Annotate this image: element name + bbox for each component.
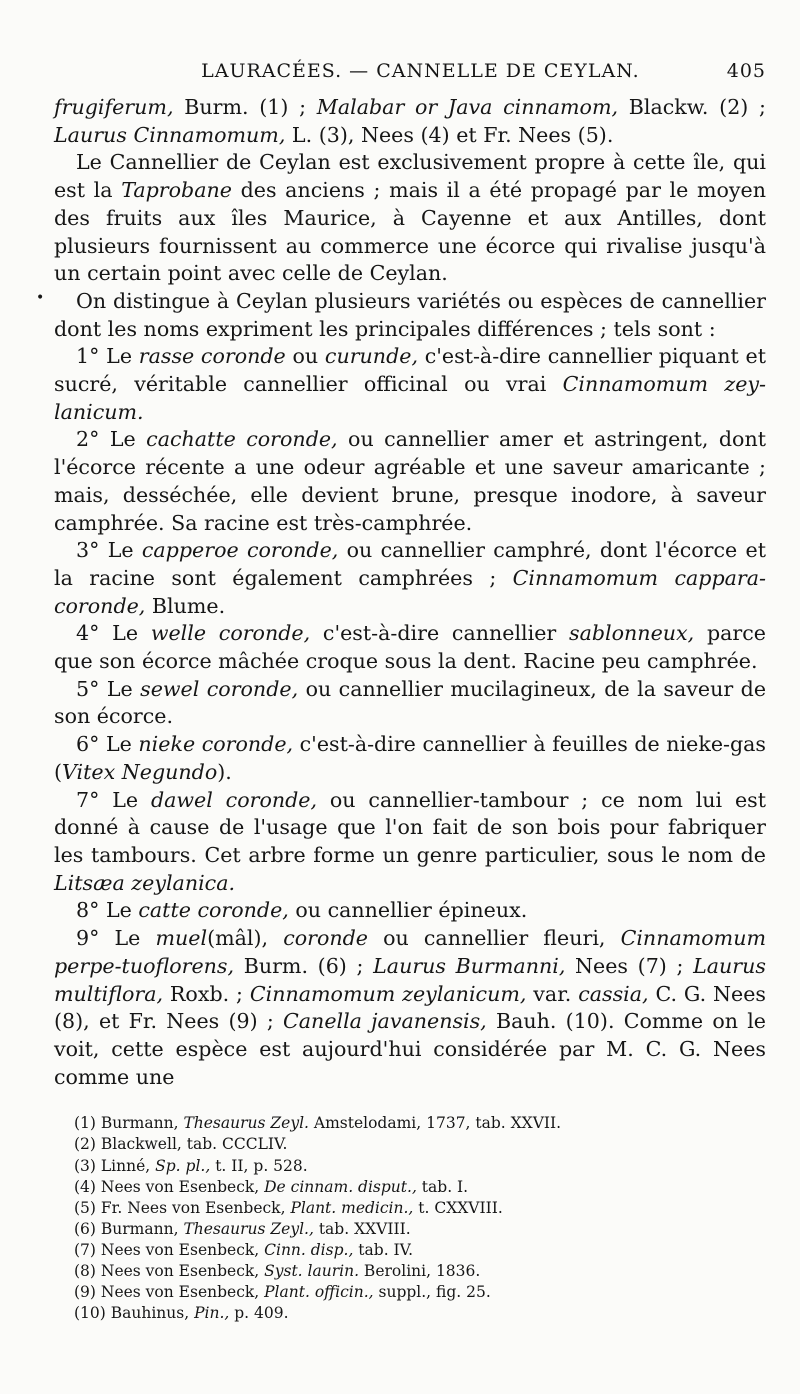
text-run: 3° Le <box>76 538 142 563</box>
footnote <box>74 1198 766 1219</box>
text-run: c'est-à-dire cannellier piquant et sucré, véritable cannellier officinal ou vrai <box>54 344 766 397</box>
italic-run: nieke coronde, <box>138 732 294 757</box>
page-number: 405 <box>726 60 766 82</box>
italic-run: Laurus multiflora, <box>54 953 766 1006</box>
text-run: 6° Le <box>76 732 139 757</box>
paragraph <box>54 149 766 288</box>
italic-run: Plant. officin., <box>264 1283 374 1302</box>
text-run: (4) Nees von Esenbeck, <box>74 1177 265 1196</box>
footnote <box>74 1261 766 1282</box>
text-run: C. G. Nees (8), et Fr. Nees (9) ; <box>54 981 766 1034</box>
italic-run: Cinnamomum zey-lanicum. <box>54 372 766 424</box>
text-run: ). <box>217 759 232 784</box>
list-item <box>54 897 766 925</box>
italic-run: sewel coronde, <box>140 676 299 701</box>
page <box>54 60 766 1324</box>
footnote <box>74 1219 766 1240</box>
text-run: des anciens ; mais il a été propagé par le moyen des fruits aux îles Maurice, à Cayenne et aux Antilles, dont plusieurs fournissent au commerce une écorce qui rivalise jusqu'à un certain point avec celle de Ceylan. <box>54 178 766 286</box>
italic-run: Laurus Burmanni, <box>373 953 566 978</box>
italic-run: welle coronde, <box>150 621 311 646</box>
text-run: Amstelodami, 1737, tab. XXVII. <box>308 1114 562 1133</box>
italic-run: Vitex Negundo <box>62 759 218 784</box>
italic-run: Canella javanensis, <box>283 1009 487 1034</box>
italic-run: Thesaurus Zeyl., <box>183 1219 314 1238</box>
italic-run: Taprobane <box>121 178 232 203</box>
italic-run: Thesaurus Zeyl. <box>183 1114 309 1133</box>
text-run: Berolini, 1836. <box>359 1261 481 1280</box>
text-run: Burm. (1) ; <box>173 95 317 119</box>
list-item <box>54 787 766 898</box>
italic-run: Pin., <box>194 1304 230 1323</box>
list-item <box>54 731 766 786</box>
text-run: ou cannellier camphré, dont l'écorce et la racine sont également camphrées ; <box>54 538 766 590</box>
italic-run: Cinn. disp., <box>264 1240 354 1259</box>
text-run: Bauh. (10). Comme on le voit, cette espèce est aujourd'hui considérée par M. C. G. Nees comme une <box>54 1009 766 1089</box>
text-run: suppl., fig. 25. <box>373 1283 491 1302</box>
text-run: (7) Nees von Esenbeck, <box>74 1240 265 1259</box>
text-run: (3) Linné, <box>74 1156 156 1175</box>
text-run: p. 409. <box>229 1304 289 1323</box>
running-header <box>54 60 766 94</box>
italic-run: Sp. pl., <box>155 1156 211 1175</box>
italic-run: Syst. laurin. <box>264 1261 359 1280</box>
text-run: Burm. (6) ; <box>234 953 374 978</box>
paragraph <box>54 94 766 149</box>
text-run: (10) Bauhinus, <box>74 1304 195 1323</box>
text-run: (2) Blackwell, tab. CCCLIV. <box>74 1135 288 1154</box>
text-run: L. (3), Nees (4) et Fr. Nees (5). <box>285 122 614 147</box>
list-item <box>54 676 766 731</box>
text-run: 9° Le <box>76 926 156 951</box>
text-run: 2° Le <box>76 427 147 452</box>
text-run: (9) Nees von Esenbeck, <box>74 1283 265 1302</box>
italic-run: cassia, <box>578 981 649 1006</box>
text-run: ou cannellier-tambour ; ce nom lui est donné à cause de l'usage que l'on fait de son bois pour fabriquer les tambours. Cet arbre forme un genre particulier, sous le nom de <box>54 787 767 867</box>
text-run: tab. XXVIII. <box>313 1219 411 1238</box>
text-run: Roxb. ; <box>163 981 250 1006</box>
italic-run: Plant. medicin., <box>290 1198 414 1217</box>
italic-run: Cinnamomum zeylanicum, <box>249 981 527 1006</box>
text-run: Blackw. (2) ; <box>618 95 766 119</box>
italic-run: catte coronde, <box>138 898 289 923</box>
text-run: t. CXXVIII. <box>413 1198 503 1217</box>
text-run: var. <box>526 981 579 1006</box>
text-run: 5° Le <box>76 676 141 701</box>
footnote <box>74 1134 766 1155</box>
footnote <box>74 1282 766 1303</box>
list-item <box>54 426 766 537</box>
body-text <box>54 94 766 1091</box>
italic-run: muel <box>155 926 208 951</box>
text-run: tab. I. <box>416 1177 469 1196</box>
text-run: ou cannellier amer et astringent, dont l'écorce récente a une odeur agréable et une saveur amaricante ; mais, desséchée, elle devient brune, presque inodore, à saveur camphrée. Sa racine est très-camphrée. <box>54 427 766 535</box>
text-run: 4° Le <box>76 621 151 646</box>
italic-run: cachatte coronde, <box>146 427 338 452</box>
text-run: Nees (7) ; <box>565 953 694 978</box>
list-item <box>54 537 766 620</box>
italic-run: De cinnam. disput., <box>264 1177 417 1196</box>
text-run: Le Cannellier de Ceylan est exclusivement propre à cette île, qui est la <box>54 150 766 203</box>
text-run: c'est-à-dire cannellier <box>310 621 570 646</box>
text-run: 7° Le <box>76 787 151 812</box>
margin-mark: • <box>36 290 45 306</box>
text-run: (6) Burmann, <box>74 1219 184 1238</box>
text-run: ou cannellier épineux. <box>288 898 528 923</box>
text-run: (1) Burmann, <box>74 1114 184 1133</box>
text-run: 1° Le <box>76 344 139 369</box>
italic-run: sablonneux, <box>569 621 695 646</box>
text-run: (8) Nees von Esenbeck, <box>74 1261 265 1280</box>
italic-run: capperoe coronde, <box>141 538 339 563</box>
italic-run: dawel coronde, <box>150 787 318 812</box>
footnotes <box>54 1113 766 1324</box>
text-run: On distingue à Ceylan plusieurs variétés ou espèces de cannellier dont les noms expriment les principales différences ; tels sont : <box>54 288 766 341</box>
text-run: 8° Le <box>76 898 139 923</box>
list-item <box>54 343 766 426</box>
italic-run: frugiferum, <box>54 95 174 119</box>
italic-run: curunde, <box>324 344 418 369</box>
footnote <box>74 1303 766 1324</box>
text-run: (5) Fr. Nees von Esenbeck, <box>74 1198 291 1217</box>
italic-run: Litsæa zeylanica. <box>54 870 236 895</box>
italic-run: Cinnamomum perpe-tuoflorens, <box>54 926 766 978</box>
footnote <box>74 1156 766 1177</box>
italic-run: Cinnamomum cappara-coronde, <box>54 565 766 618</box>
italic-run: coronde <box>283 926 368 951</box>
list-item <box>54 925 766 1091</box>
footnote <box>74 1240 766 1261</box>
text-run: ou <box>285 344 325 369</box>
italic-run: rasse coronde <box>138 344 286 369</box>
text-run: ou cannellier mucilagineux, de la saveur de son écorce. <box>54 676 767 729</box>
footnote <box>74 1177 766 1198</box>
text-run: Blume. <box>145 593 226 618</box>
footnote <box>74 1113 766 1134</box>
text-run: ou cannellier fleuri, <box>368 926 621 951</box>
list-item <box>54 620 766 675</box>
italic-run: Malabar or Java cinnamom, <box>316 95 619 119</box>
paragraph <box>54 288 766 343</box>
italic-run: Laurus Cinnamomum, <box>54 122 286 147</box>
text-run: c'est-à-dire cannellier à feuilles de nieke-gas ( <box>54 732 766 784</box>
text-run: (mâl), <box>207 926 284 951</box>
text-run: tab. IV. <box>353 1240 414 1259</box>
text-run: t. II, p. 528. <box>210 1156 308 1175</box>
running-title: LAURACÉES. — CANNELLE DE CEYLAN. <box>201 60 640 82</box>
text-run: parce que son écorce mâchée croque sous la dent. Racine peu camphrée. <box>54 621 766 674</box>
